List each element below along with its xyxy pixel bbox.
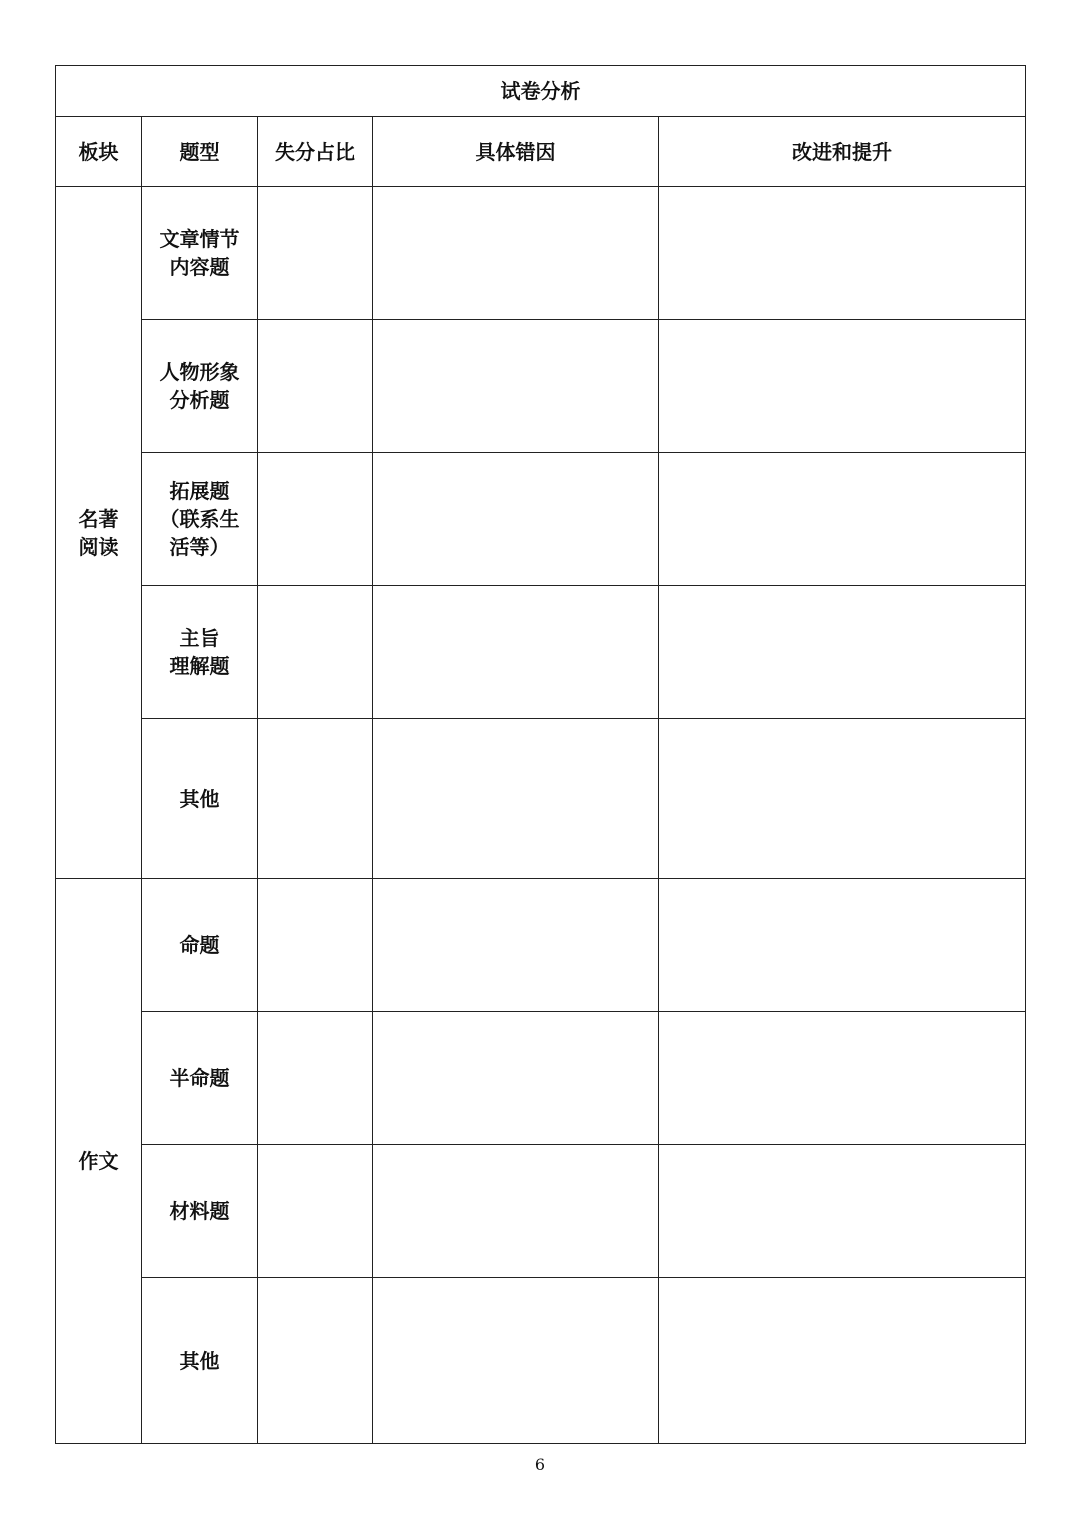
- question-type-cell: [142, 187, 258, 320]
- error-cause-cell[interactable]: [373, 320, 659, 453]
- error-cause-cell[interactable]: [373, 1012, 659, 1145]
- question-type-line: 人物形象: [159, 360, 240, 384]
- question-type-line: 理解题: [169, 654, 230, 678]
- error-cause-cell[interactable]: [373, 1278, 659, 1444]
- section-cell-composition: [56, 879, 142, 1444]
- loss-ratio-cell[interactable]: [258, 586, 373, 719]
- question-type-cell: [142, 879, 258, 1012]
- improvement-cell[interactable]: [659, 719, 1026, 879]
- loss-ratio-cell[interactable]: [258, 1145, 373, 1278]
- loss-ratio-cell[interactable]: [258, 719, 373, 879]
- error-cause-cell[interactable]: [373, 453, 659, 586]
- page-number: 6: [534, 1455, 546, 1474]
- loss-ratio-cell[interactable]: [258, 187, 373, 320]
- header-error-cause: 具体错因: [373, 117, 659, 187]
- header-loss-ratio: 失分占比: [258, 117, 373, 187]
- question-type-line: 文章情节: [159, 227, 240, 251]
- analysis-table: [55, 65, 1026, 1444]
- loss-ratio-cell[interactable]: [258, 453, 373, 586]
- question-type-cell: [142, 1012, 258, 1145]
- error-cause-cell[interactable]: [373, 1145, 659, 1278]
- question-type-cell: [142, 1278, 258, 1444]
- question-type-line: 拓展题: [169, 479, 230, 503]
- improvement-cell[interactable]: [659, 1145, 1026, 1278]
- header-question-type: 题型: [142, 117, 258, 187]
- table-title: 试卷分析: [56, 66, 1026, 117]
- improvement-cell[interactable]: [659, 1278, 1026, 1444]
- header-section: 板块: [56, 117, 142, 187]
- improvement-cell[interactable]: [659, 453, 1026, 586]
- question-type-cell: [142, 453, 258, 586]
- error-cause-cell[interactable]: [373, 586, 659, 719]
- improvement-cell[interactable]: [659, 586, 1026, 719]
- improvement-cell[interactable]: [659, 187, 1026, 320]
- question-type-cell: [142, 586, 258, 719]
- question-type-line: 活等）: [169, 535, 230, 559]
- loss-ratio-cell[interactable]: [258, 320, 373, 453]
- error-cause-cell[interactable]: [373, 879, 659, 1012]
- question-type-cell: [142, 320, 258, 453]
- loss-ratio-cell[interactable]: [258, 1012, 373, 1145]
- improvement-cell[interactable]: [659, 1012, 1026, 1145]
- question-type-line: 内容题: [169, 255, 230, 279]
- error-cause-cell[interactable]: [373, 719, 659, 879]
- improvement-cell[interactable]: [659, 320, 1026, 453]
- improvement-cell[interactable]: [659, 879, 1026, 1012]
- question-type-line: 命题: [179, 933, 220, 957]
- question-type-cell: [142, 719, 258, 879]
- question-type-line: 其他: [179, 1348, 220, 1373]
- header-improvement: 改进和提升: [659, 117, 1026, 187]
- loss-ratio-cell[interactable]: [258, 879, 373, 1012]
- question-type-cell: [142, 1145, 258, 1278]
- section-label-line: 名著: [78, 506, 119, 531]
- section-label-line: 作文: [78, 1149, 119, 1173]
- question-type-line: 材料题: [169, 1199, 230, 1223]
- error-cause-cell[interactable]: [373, 187, 659, 320]
- question-type-line: 半命题: [169, 1066, 230, 1090]
- section-label-line: 阅读: [78, 534, 119, 559]
- question-type-line: 其他: [179, 786, 220, 811]
- section-cell-classics-reading: [56, 187, 142, 879]
- question-type-line: （联系生: [159, 507, 240, 531]
- loss-ratio-cell[interactable]: [258, 1278, 373, 1444]
- question-type-line: 主旨: [179, 626, 220, 650]
- question-type-line: 分析题: [169, 388, 230, 412]
